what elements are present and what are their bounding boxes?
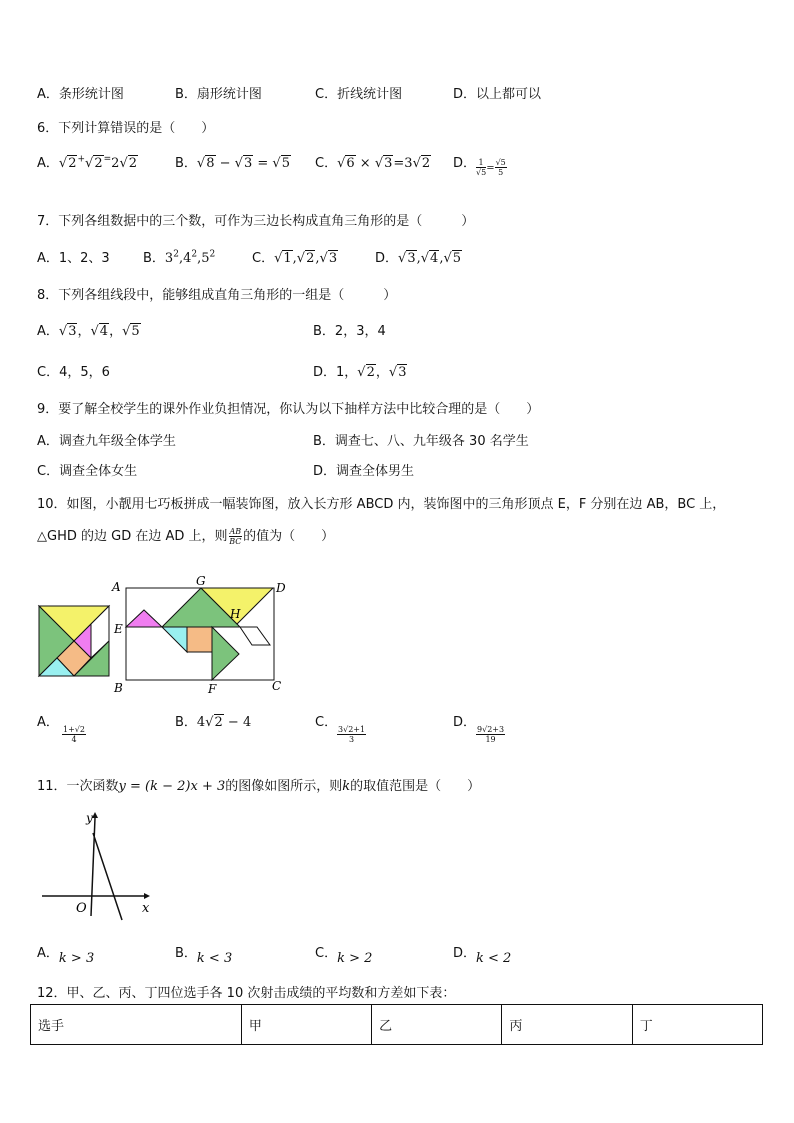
q10-stem-line1: 10．如图，小靓用七巧板拼成一幅装饰图，放入长方形 ABCD 内，装饰图中的三角形顶点 E，F 分别在边 AB，BC 上， (37, 497, 726, 512)
label-E: E (114, 622, 123, 636)
q8-option-b: B．2，3，4 (313, 324, 386, 339)
label-C: C (272, 679, 282, 693)
label-G: G (196, 574, 206, 588)
label-H: H (230, 607, 241, 621)
q11-option-a: A．k > 3 (37, 946, 95, 966)
tangram-figure (32, 572, 332, 702)
deco-pink (126, 610, 162, 627)
q8-stem: 8．下列各组线段中，能够组成直角三角形的一组是（ ） (37, 288, 397, 303)
q6-stem: 6．下列计算错误的是（ ） (37, 121, 215, 136)
label-F: F (208, 682, 217, 696)
table-header-cell: 丁 (632, 1005, 762, 1045)
q7-option-b: B．$3^2,4^2,5^2$ (143, 249, 216, 266)
q10-option-a: A． (37, 715, 59, 730)
q5-option-d: D．以上都可以 (453, 87, 542, 102)
axis-label-x: x (142, 901, 150, 916)
decoration (126, 588, 273, 680)
y-axis (91, 818, 95, 916)
function-line (93, 833, 122, 920)
q10-option-c: C． (315, 715, 338, 730)
q7-option-c: C．√1,√2,√3 (252, 251, 338, 266)
q10-option-b: B．4√2 − 4 (175, 715, 252, 730)
q11-stem: 11．一次函数y = (k − 2)x + 3的图像如图所示，则k的取值范围是（ ） (37, 779, 481, 794)
q9-option-b: B．调查七、八、九年级各 30 名学生 (313, 434, 529, 449)
q10-option-a-formula: $\frac{1+√2}{4}$ (63, 725, 85, 744)
q6-option-a: A．√2+√2=2√2 (37, 154, 138, 171)
q6-option-c: C．√6 × √3=3√2 (315, 156, 431, 171)
q12-stem: 12．甲、乙、丙、丁四位选手各 10 次射击成绩的平均数和方差如下表： (37, 986, 456, 1001)
q7-option-d: D．√3,√4,√5 (375, 251, 462, 266)
deco-orange (187, 627, 212, 652)
table-header-cell: 丙 (502, 1005, 632, 1045)
table-header-cell: 甲 (241, 1005, 371, 1045)
q6-option-d: D． (453, 156, 477, 171)
q7-stem: 7．下列各组数据中的三个数，可作为三边长构成直角三角形的是（ ） (37, 214, 475, 229)
table-header-cell: 乙 (372, 1005, 502, 1045)
table-header-cell: 选手 (31, 1005, 242, 1045)
q5-option-b: B．扇形统计图 (175, 87, 262, 102)
q9-stem: 9．要了解全校学生的课外作业负担情况，你认为以下抽样方法中比较合理的是（ ） (37, 402, 540, 417)
tangram-square (39, 606, 109, 676)
q7-option-a: A．1、2、3 (37, 251, 110, 266)
q8-option-d: D．1，√2，√3 (313, 365, 407, 380)
q11-option-b: B．k < 3 (175, 946, 233, 966)
q9-option-c: C．调查全体女生 (37, 464, 138, 479)
table-row (31, 1005, 763, 1045)
q6-option-b: B．√8 − √3 = √5 (175, 156, 290, 171)
q10-option-d: D． (453, 715, 477, 730)
axis-label-y: y (86, 811, 93, 825)
q6-option-d-formula: $\frac{1}{√5}$ = $\frac{√5}{5}$ (476, 158, 506, 177)
x-axis-arrow (144, 893, 150, 899)
deco-parallelogram (240, 627, 270, 645)
q9-option-d: D．调查全体男生 (313, 464, 415, 479)
q10-option-c-formula: $\frac{3√2+1}{3}$ (338, 725, 366, 744)
origin-label: O (76, 901, 87, 916)
label-D: D (276, 581, 286, 595)
q8-option-c: C．4，5，6 (37, 365, 110, 380)
deco-green-small (212, 627, 239, 680)
y-axis-arrow (92, 812, 98, 818)
q8-option-a: A．√3，√4，√5 (37, 324, 140, 339)
linear-function-graph (38, 808, 168, 923)
label-A: A (112, 580, 121, 594)
q5-option-a: A．条形统计图 (37, 87, 124, 102)
q10-ratio: $\frac{AB}{BC}$ (229, 527, 242, 546)
q10-option-d-formula: $\frac{9√2+3}{19}$ (477, 725, 505, 744)
q11-option-d: D．k < 2 (453, 946, 512, 966)
q9-option-a: A．调查九年级全体学生 (37, 434, 176, 449)
label-B: B (114, 681, 123, 695)
q10-stem-line2: △GHD 的边 GD 在边 AD 上，则 $\frac{AB}{BC}$ 的值为（ ） (37, 527, 335, 546)
q5-option-c: C．折线统计图 (315, 87, 403, 102)
q11-option-c: C．k > 2 (315, 946, 373, 966)
deco-cyan (162, 627, 187, 652)
scores-table (30, 1004, 763, 1045)
